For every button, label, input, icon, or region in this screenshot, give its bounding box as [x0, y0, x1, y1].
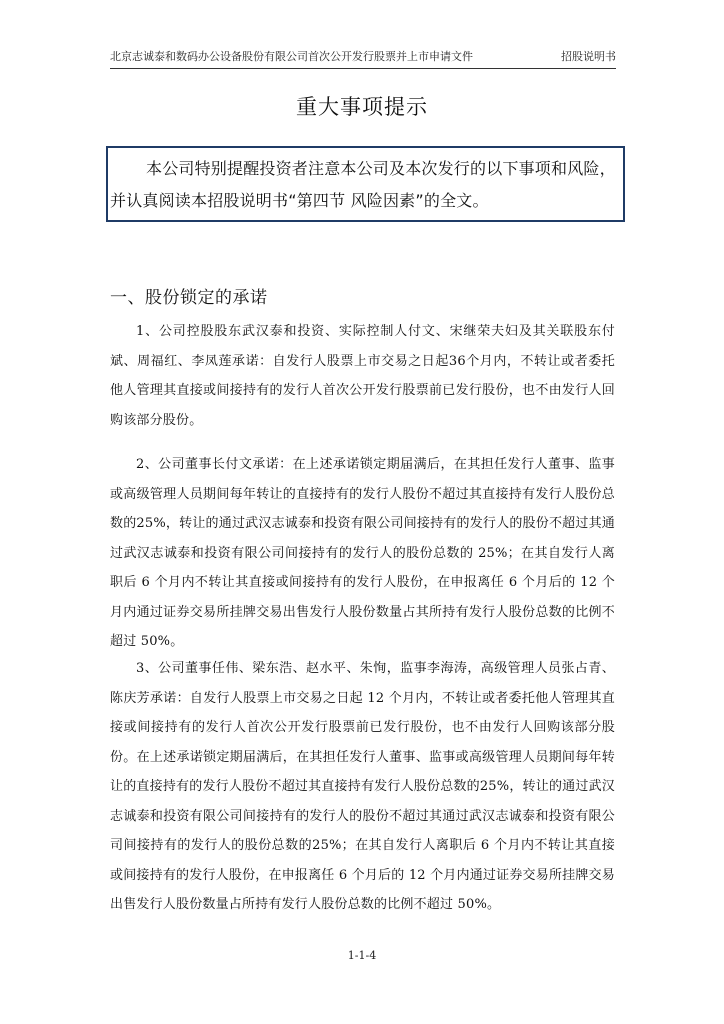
- paragraph-3: 3、公司董事任伟、梁东浩、赵水平、朱恂，监事李海涛，高级管理人员张占青、陈庆芳承诺：自发行人股票上市交易之日起 12 个月内，不转让或者委托他人管理其直接或间接持有的发行人首次公开发行股票前已发行股份，也不由发行人回购该部分股份。在上述承诺锁定期届满后，在其担任发行人董事、监事或高级管理人员期间每年转让的直接持有的发行人股份不超过其直接持有发行人股份总数的25%，转让的通过武汉志诚泰和投资有限公司间接持有的发行人的股份不超过其通过武汉志诚泰和投资有限公司间接持有的发行人的股份总数的25%；在其自发行人离职后 6 个月内不转让其直接或间接持有的发行人股份，在申报离任 6 个月后的 12 个月内通过证券交易所挂牌交易出售发行人股份数量占所持有发行人股份总数的比例不超过 50%。: [110, 661, 615, 912]
- page-number: 1-1-4: [347, 949, 377, 962]
- paragraph-2: 2、公司董事长付文承诺：在上述承诺锁定期届满后，在其担任发行人董事、监事或高级管理人员期间每年转让的直接持有的发行人股份不超过其直接持有发行人股份总数的25%，转让的通过武汉志诚泰和投资有限公司间接持有的发行人的股份不超过其通过武汉志诚泰和投资有限公司间接持有的发行人的股份总数的 25%；在其自发行人离职后 6 个月内不转让其直接或间接持有的发行人股份，在申报离任 6 个月后的 12 个月内通过证券交易所挂牌交易出售发行人股份数量占其所持有发行人股份总数的比例不超过 50%。: [110, 457, 615, 649]
- page-title: 重大事项提示: [296, 95, 428, 119]
- paragraph-1: 1、公司控股股东武汉泰和投资、实际控制人付文、宋继荣夫妇及其关联股东付斌、周福红、李凤莲承诺：自发行人股票上市交易之日起36个月内，不转让或者委托他人管理其直接或间接持有的发行人首次公开发行股票前已发行股份，也不由发行人回购该部分股份。: [110, 324, 615, 428]
- running-header: [110, 50, 616, 69]
- section-heading: 一、股份锁定的承诺: [110, 288, 268, 308]
- risk-notice-box: 本公司特别提醒投资者注意本公司及本次发行的以下事项和风险，并认真阅读本招股说明书“第四节 风险因素”的全文。: [106, 146, 625, 222]
- header-company-title: 北京志诚泰和数码办公设备股份有限公司首次公开发行股票并上市申请文件: [110, 50, 473, 63]
- header-document-type: 招股说明书: [561, 50, 616, 63]
